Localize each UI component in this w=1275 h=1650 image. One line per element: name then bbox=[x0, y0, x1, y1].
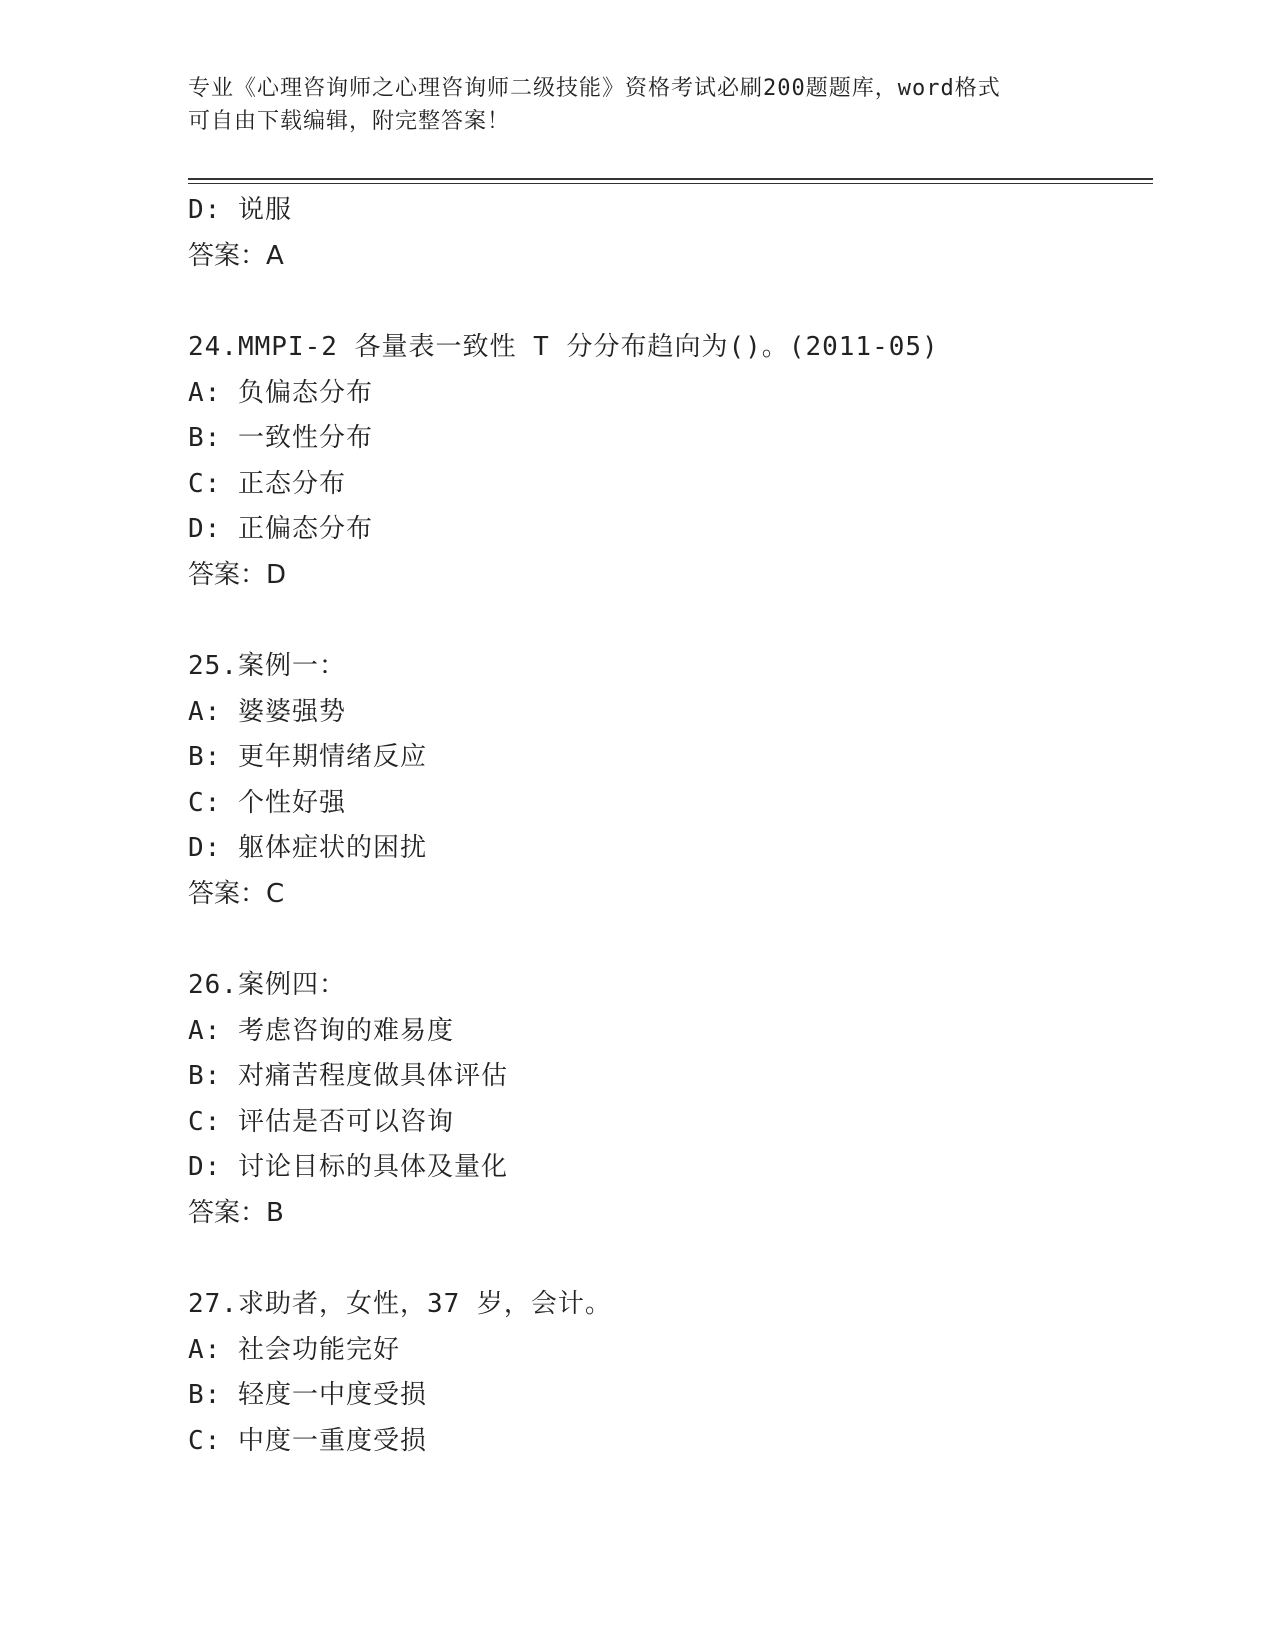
header-rule-thin bbox=[188, 183, 1153, 184]
option-b: B: 轻度一中度受损 bbox=[188, 1380, 427, 1410]
answer-line: 答案：D bbox=[188, 559, 287, 590]
question-stem: 25.案例一： bbox=[188, 651, 346, 681]
option-b: B: 对痛苦程度做具体评估 bbox=[188, 1061, 508, 1091]
header-line-2: 可自由下载编辑，附完整答案！ bbox=[188, 109, 511, 134]
option-d: D: 正偏态分布 bbox=[188, 514, 373, 544]
option-a: A: 婆婆强势 bbox=[188, 696, 346, 727]
question-26 bbox=[188, 963, 1153, 1236]
option-c: C: 正态分布 bbox=[188, 468, 346, 499]
option-a: A: 负偏态分布 bbox=[188, 377, 373, 408]
question-stem: 26.案例四： bbox=[188, 970, 346, 1000]
question-27 bbox=[188, 1282, 1153, 1464]
option-c: C: 个性好强 bbox=[188, 787, 346, 818]
page-header bbox=[188, 72, 1088, 138]
question-stem: 24.MMPI-2 各量表一致性 T 分分布趋向为()。(2011-05) bbox=[188, 332, 939, 362]
option-c: C: 中度一重度受损 bbox=[188, 1425, 427, 1456]
header-line-1: 专业《心理咨询师之心理咨询师二级技能》资格考试必刷200题题库，word格式 bbox=[188, 76, 1001, 101]
question-24 bbox=[188, 325, 1153, 598]
answer-line: 答案：C bbox=[188, 878, 285, 909]
answer-line: 答案：A bbox=[188, 240, 284, 271]
option-b: B: 一致性分布 bbox=[188, 423, 373, 453]
question-25 bbox=[188, 644, 1153, 917]
question-stem: 27.求助者，女性，37 岁，会计。 bbox=[188, 1289, 612, 1319]
option-a: A: 考虑咨询的难易度 bbox=[188, 1015, 454, 1046]
option-c: C: 评估是否可以咨询 bbox=[188, 1106, 454, 1137]
option-a: A: 社会功能完好 bbox=[188, 1334, 400, 1365]
option-d: D: 说服 bbox=[188, 195, 292, 225]
answer-line: 答案：B bbox=[188, 1197, 284, 1228]
header-rule-thick bbox=[188, 178, 1153, 180]
option-d: D: 讨论目标的具体及量化 bbox=[188, 1152, 508, 1182]
question-list bbox=[188, 188, 1153, 1464]
option-b: B: 更年期情绪反应 bbox=[188, 742, 427, 772]
question-23-partial bbox=[188, 188, 1153, 279]
option-d: D: 躯体症状的困扰 bbox=[188, 833, 427, 863]
